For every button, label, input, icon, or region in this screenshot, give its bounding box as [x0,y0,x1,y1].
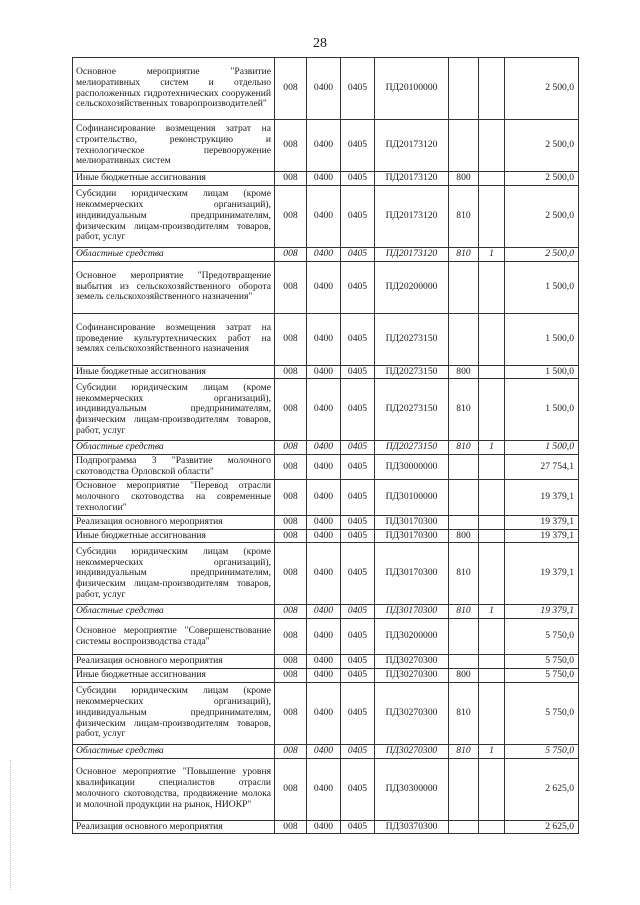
row-name-cell: Иные бюджетные ассигнования [73,172,275,186]
target-article-cell: ПД30170300 [375,605,449,619]
table-row [73,172,579,186]
amount-cell: 5 750,0 [505,655,579,669]
subsection-code-cell: 0405 [341,529,375,543]
subsection-code-cell: 0405 [341,655,375,669]
subsection-code-cell: 0405 [341,172,375,186]
funding-source-cell [479,682,505,744]
expense-type-cell [449,455,479,480]
funding-source-cell [479,58,505,120]
ministry-code-cell: 008 [275,744,307,758]
expense-type-cell: 810 [449,744,479,758]
expense-type-cell [449,58,479,120]
ministry-code-cell: 008 [275,515,307,529]
section-code-cell: 0400 [307,605,341,619]
table-row [73,655,579,669]
row-name-cell: Основное мероприятие "Развитие мелиоративных систем и отдельно расположенных гидротехнических сооружений сельскохозяйственных товаропроизводителей" [73,58,275,120]
row-name-cell: Иные бюджетные ассигнования [73,365,275,379]
subsection-code-cell: 0405 [341,441,375,455]
target-article-cell: ПД20173120 [375,185,449,247]
row-name-cell: Областные средства [73,441,275,455]
expense-type-cell: 810 [449,441,479,455]
table-row [73,515,579,529]
section-code-cell: 0400 [307,441,341,455]
subsection-code-cell: 0405 [341,261,375,313]
target-article-cell: ПД20273150 [375,379,449,441]
amount-cell: 5 750,0 [505,668,579,682]
expense-type-cell: 810 [449,543,479,605]
expense-type-cell [449,820,479,834]
amount-cell: 2 625,0 [505,758,579,820]
amount-cell: 1 500,0 [505,313,579,365]
section-code-cell: 0400 [307,172,341,186]
target-article-cell: ПД20273150 [375,441,449,455]
table-row [73,455,579,480]
subsection-code-cell: 0405 [341,605,375,619]
funding-source-cell [479,479,505,515]
funding-source-cell [479,619,505,655]
ministry-code-cell: 008 [275,529,307,543]
ministry-code-cell: 008 [275,820,307,834]
target-article-cell: ПД30270300 [375,668,449,682]
funding-source-cell [479,379,505,441]
target-article-cell: ПД30300000 [375,758,449,820]
table-row [73,479,579,515]
table-row [73,379,579,441]
expense-type-cell [449,655,479,669]
row-name-cell: Субсидии юридическим лицам (кроме некоммерческих организаций), индивидуальным предпринимателям, физическим лицам-производителям товаров, работ, услуг [73,185,275,247]
target-article-cell: ПД30270300 [375,744,449,758]
budget-table [72,57,579,834]
row-name-cell: Основное мероприятие "Перевод отрасли молочного скотоводства на современные технологии" [73,479,275,515]
section-code-cell: 0400 [307,365,341,379]
amount-cell: 2 500,0 [505,120,579,172]
row-name-cell: Субсидии юридическим лицам (кроме некоммерческих организаций), индивидуальным предпринимателям, физическим лицам-производителям товаров, работ, услуг [73,682,275,744]
amount-cell: 19 379,1 [505,605,579,619]
ministry-code-cell: 008 [275,655,307,669]
subsection-code-cell: 0405 [341,455,375,480]
row-name-cell: Реализация основного мероприятия [73,515,275,529]
target-article-cell: ПД30200000 [375,619,449,655]
subsection-code-cell: 0405 [341,515,375,529]
expense-type-cell: 810 [449,185,479,247]
funding-source-cell: 1 [479,247,505,261]
funding-source-cell [479,455,505,480]
section-code-cell: 0400 [307,455,341,480]
subsection-code-cell: 0405 [341,744,375,758]
table-row [73,441,579,455]
section-code-cell: 0400 [307,543,341,605]
subsection-code-cell: 0405 [341,58,375,120]
row-name-cell: Реализация основного мероприятия [73,820,275,834]
scan-margin-mark [10,760,13,890]
subsection-code-cell: 0405 [341,365,375,379]
row-name-cell: Реализация основного мероприятия [73,655,275,669]
row-name-cell: Областные средства [73,247,275,261]
subsection-code-cell: 0405 [341,120,375,172]
table-row [73,529,579,543]
amount-cell: 19 379,1 [505,515,579,529]
target-article-cell: ПД30170300 [375,543,449,605]
row-name-cell: Областные средства [73,744,275,758]
table-row [73,744,579,758]
section-code-cell: 0400 [307,479,341,515]
subsection-code-cell: 0405 [341,619,375,655]
funding-source-cell [479,120,505,172]
amount-cell: 2 500,0 [505,58,579,120]
table-row [73,758,579,820]
funding-source-cell: 1 [479,744,505,758]
table-row [73,247,579,261]
row-name-cell: Софинансирование возмещения затрат на проведение культуртехнических работ на землях сельскохозяйственного назначения [73,313,275,365]
funding-source-cell: 1 [479,605,505,619]
target-article-cell: ПД20100000 [375,58,449,120]
funding-source-cell [479,655,505,669]
amount-cell: 2 500,0 [505,172,579,186]
expense-type-cell: 810 [449,247,479,261]
table-row [73,543,579,605]
ministry-code-cell: 008 [275,172,307,186]
ministry-code-cell: 008 [275,185,307,247]
section-code-cell: 0400 [307,120,341,172]
expense-type-cell [449,261,479,313]
amount-cell: 5 750,0 [505,619,579,655]
ministry-code-cell: 008 [275,543,307,605]
target-article-cell: ПД30270300 [375,655,449,669]
funding-source-cell [479,668,505,682]
subsection-code-cell: 0405 [341,820,375,834]
expense-type-cell [449,479,479,515]
section-code-cell: 0400 [307,529,341,543]
subsection-code-cell: 0405 [341,758,375,820]
table-row [73,185,579,247]
amount-cell: 2 500,0 [505,185,579,247]
ministry-code-cell: 008 [275,619,307,655]
ministry-code-cell: 008 [275,455,307,480]
expense-type-cell: 800 [449,172,479,186]
ministry-code-cell: 008 [275,120,307,172]
row-name-cell: Софинансирование возмещения затрат на строительство, реконструкцию и технологическое перевооружение мелиоративных систем [73,120,275,172]
expense-type-cell [449,619,479,655]
funding-source-cell: 1 [479,441,505,455]
expense-type-cell [449,313,479,365]
ministry-code-cell: 008 [275,365,307,379]
row-name-cell: Основное мероприятие "Предотвращение выбытия из сельскохозяйственного оборота земель сельскохозяйственного назначения" [73,261,275,313]
row-name-cell: Субсидии юридическим лицам (кроме некоммерческих организаций), индивидуальным предпринимателям, физическим лицам-производителям товаров, работ, услуг [73,543,275,605]
table-row [73,365,579,379]
ministry-code-cell: 008 [275,313,307,365]
section-code-cell: 0400 [307,58,341,120]
ministry-code-cell: 008 [275,668,307,682]
target-article-cell: ПД20273150 [375,313,449,365]
table-row [73,261,579,313]
row-name-cell: Иные бюджетные ассигнования [73,529,275,543]
section-code-cell: 0400 [307,247,341,261]
amount-cell: 1 500,0 [505,441,579,455]
amount-cell: 2 625,0 [505,820,579,834]
subsection-code-cell: 0405 [341,379,375,441]
funding-source-cell [479,172,505,186]
ministry-code-cell: 008 [275,58,307,120]
ministry-code-cell: 008 [275,261,307,313]
table-row [73,120,579,172]
subsection-code-cell: 0405 [341,479,375,515]
amount-cell: 5 750,0 [505,682,579,744]
expense-type-cell: 810 [449,379,479,441]
expense-type-cell: 810 [449,682,479,744]
ministry-code-cell: 008 [275,379,307,441]
expense-type-cell: 800 [449,668,479,682]
section-code-cell: 0400 [307,515,341,529]
amount-cell: 1 500,0 [505,379,579,441]
target-article-cell: ПД30170300 [375,529,449,543]
target-article-cell: ПД20173120 [375,172,449,186]
ministry-code-cell: 008 [275,479,307,515]
amount-cell: 1 500,0 [505,261,579,313]
ministry-code-cell: 008 [275,758,307,820]
table-row [73,58,579,120]
target-article-cell: ПД30100000 [375,479,449,515]
section-code-cell: 0400 [307,619,341,655]
expense-type-cell [449,120,479,172]
ministry-code-cell: 008 [275,247,307,261]
table-row [73,682,579,744]
row-name-cell: Основное мероприятие "Совершенствование системы воспроизводства стада" [73,619,275,655]
subsection-code-cell: 0405 [341,313,375,365]
amount-cell: 19 379,1 [505,529,579,543]
section-code-cell: 0400 [307,682,341,744]
row-name-cell: Основное мероприятие "Повышение уровня квалификации специалистов отрасли молочного скотоводства, продвижение молока и молочной продукции на рынок, НИОКР" [73,758,275,820]
funding-source-cell [479,758,505,820]
section-code-cell: 0400 [307,744,341,758]
expense-type-cell: 800 [449,365,479,379]
subsection-code-cell: 0405 [341,543,375,605]
amount-cell: 2 500,0 [505,247,579,261]
section-code-cell: 0400 [307,261,341,313]
target-article-cell: ПД30000000 [375,455,449,480]
amount-cell: 27 754,1 [505,455,579,480]
ministry-code-cell: 008 [275,441,307,455]
table-row [73,820,579,834]
funding-source-cell [479,543,505,605]
row-name-cell: Подпрограмма 3 "Развитие молочного скотоводства Орловской области" [73,455,275,480]
funding-source-cell [479,261,505,313]
subsection-code-cell: 0405 [341,247,375,261]
table-row [73,668,579,682]
amount-cell: 19 379,1 [505,543,579,605]
amount-cell: 19 379,1 [505,479,579,515]
ministry-code-cell: 008 [275,682,307,744]
expense-type-cell: 800 [449,529,479,543]
target-article-cell: ПД30270300 [375,682,449,744]
section-code-cell: 0400 [307,655,341,669]
target-article-cell: ПД20200000 [375,261,449,313]
funding-source-cell [479,313,505,365]
amount-cell: 1 500,0 [505,365,579,379]
target-article-cell: ПД20173120 [375,120,449,172]
section-code-cell: 0400 [307,820,341,834]
ministry-code-cell: 008 [275,605,307,619]
amount-cell: 5 750,0 [505,744,579,758]
expense-type-cell: 810 [449,605,479,619]
expense-type-cell [449,515,479,529]
row-name-cell: Субсидии юридическим лицам (кроме некоммерческих организаций), индивидуальным предпринимателям, физическим лицам-производителям товаров, работ, услуг [73,379,275,441]
target-article-cell: ПД20173120 [375,247,449,261]
funding-source-cell [479,515,505,529]
page-number: 28 [313,36,327,51]
section-code-cell: 0400 [307,668,341,682]
subsection-code-cell: 0405 [341,682,375,744]
section-code-cell: 0400 [307,379,341,441]
funding-source-cell [479,529,505,543]
funding-source-cell [479,185,505,247]
section-code-cell: 0400 [307,313,341,365]
row-name-cell: Иные бюджетные ассигнования [73,668,275,682]
section-code-cell: 0400 [307,758,341,820]
expense-type-cell [449,758,479,820]
target-article-cell: ПД30370300 [375,820,449,834]
funding-source-cell [479,365,505,379]
row-name-cell: Областные средства [73,605,275,619]
table-row [73,605,579,619]
table-body [73,58,579,834]
funding-source-cell [479,820,505,834]
target-article-cell: ПД30170300 [375,515,449,529]
section-code-cell: 0400 [307,185,341,247]
table-row [73,619,579,655]
table-row [73,313,579,365]
target-article-cell: ПД20273150 [375,365,449,379]
subsection-code-cell: 0405 [341,668,375,682]
subsection-code-cell: 0405 [341,185,375,247]
